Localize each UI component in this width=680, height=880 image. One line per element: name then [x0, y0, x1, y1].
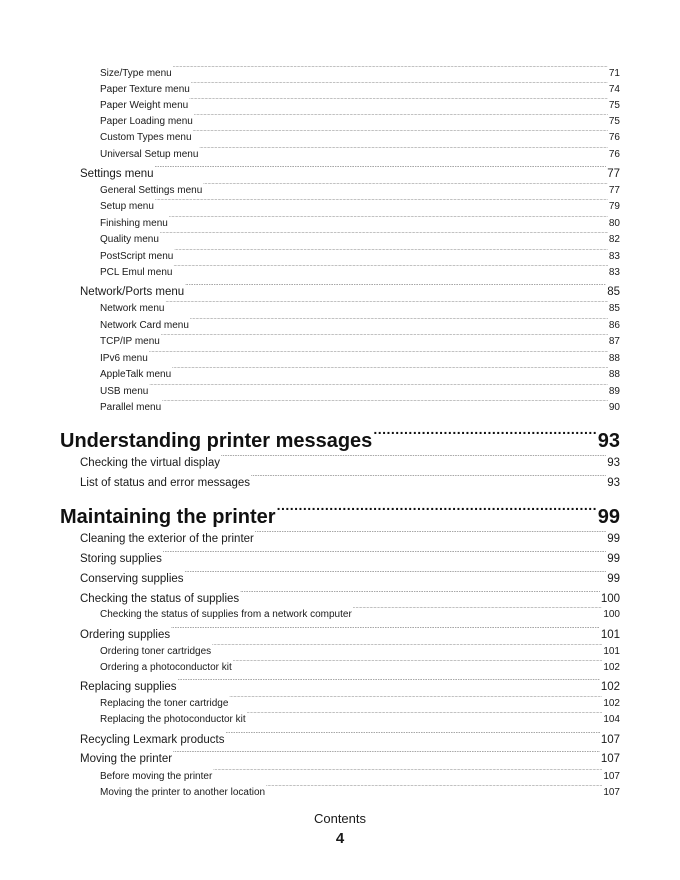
toc-entry-postscript-menu[interactable] [100, 245, 620, 262]
toc-entry-title: Cleaning the exterior of the printer [80, 533, 254, 545]
toc-entry-title: General Settings menu [100, 185, 203, 196]
toc-entry-universal-setup-menu[interactable] [100, 143, 620, 160]
toc-entry-title: Replacing the toner cartridge [100, 698, 229, 709]
dot-leader [233, 656, 603, 670]
toc-chapter-understanding-printer-messages[interactable] [60, 421, 620, 452]
toc-entry-setup-menu[interactable] [100, 195, 620, 212]
toc-entry-checking-virtual-display[interactable] [80, 450, 620, 469]
toc-entry-title: PCL Emul menu [100, 267, 173, 278]
toc-entry-title: Checking the status of supplies from a network computer [100, 609, 352, 620]
toc-chapter-title: Understanding printer messages [60, 430, 373, 452]
toc-entry-title: Moving the printer [80, 753, 173, 765]
dot-leader [247, 708, 603, 722]
toc-entry-page: 99 [607, 533, 620, 545]
toc-entry-page: 86 [608, 320, 620, 331]
dot-leader [213, 765, 602, 779]
toc-entry-recycling-lexmark-products[interactable] [80, 727, 620, 746]
dot-leader [149, 380, 608, 394]
toc-entry-page: 99 [607, 573, 620, 585]
toc-entry-usb-menu[interactable] [100, 380, 620, 397]
toc-entry-page: 87 [608, 336, 620, 347]
footer-section-label: Contents [313, 811, 367, 826]
toc-entry-title: PostScript menu [100, 251, 174, 262]
footer-page-number: 4 [335, 830, 345, 847]
toc-entry-title: Custom Types menu [100, 132, 192, 143]
dot-leader [149, 347, 608, 361]
toc-entry-title: Network Card menu [100, 320, 189, 331]
toc-chapter-title: Maintaining the printer [60, 506, 276, 528]
toc-entry-pcl-emul-menu[interactable] [100, 261, 620, 278]
dot-leader [199, 143, 607, 157]
toc-entry-page: 107 [600, 753, 620, 765]
toc-entry-storing-supplies[interactable] [80, 546, 620, 565]
toc-entry-ordering-photoconductor-kit[interactable] [100, 656, 620, 673]
toc-entry-ordering-toner-cartridges[interactable] [100, 640, 620, 657]
toc-entry-paper-weight-menu[interactable] [100, 94, 620, 111]
toc-entry-size-type-menu[interactable] [100, 62, 620, 79]
toc-entry-title: List of status and error messages [80, 477, 251, 489]
toc-entry-page: 71 [608, 68, 620, 79]
toc-entry-custom-types-menu[interactable] [100, 126, 620, 143]
toc-entry-title: Network/Ports menu [80, 286, 185, 298]
toc-entry-page: 101 [600, 629, 620, 641]
toc-entry-page: 88 [608, 353, 620, 364]
toc-entry-page: 77 [607, 168, 620, 180]
toc-entry-conserving-supplies[interactable] [80, 566, 620, 585]
toc-entry-page: 90 [608, 402, 620, 413]
toc-entry-settings-menu[interactable] [80, 161, 620, 180]
dot-leader [185, 566, 607, 582]
toc-entry-replacing-toner-cartridge[interactable] [100, 692, 620, 709]
toc-entry-page: 102 [603, 698, 620, 709]
dot-leader [161, 330, 608, 344]
toc-entry-page: 77 [608, 185, 620, 196]
dot-leader [277, 497, 597, 523]
toc-entry-page: 83 [608, 251, 620, 262]
toc-entry-page: 80 [608, 218, 620, 229]
toc-entry-title: Paper Loading menu [100, 116, 193, 127]
dot-leader [373, 421, 596, 447]
toc-entry-quality-menu[interactable] [100, 228, 620, 245]
dot-leader [173, 261, 607, 275]
toc-entry-page: 89 [608, 386, 620, 397]
toc-entry-title: AppleTalk menu [100, 369, 172, 380]
toc-entry-page: 75 [608, 116, 620, 127]
toc-entry-network-menu[interactable] [100, 297, 620, 314]
toc-entry-page: 76 [608, 132, 620, 143]
toc-entry-replacing-photoconductor-kit[interactable] [100, 708, 620, 725]
toc-entry-before-moving-printer[interactable] [100, 765, 620, 782]
toc-entry-page: 76 [608, 149, 620, 160]
toc-entry-title: Setup menu [100, 201, 154, 212]
toc-entry-page: 104 [603, 714, 620, 725]
toc-entry-finishing-menu[interactable] [100, 212, 620, 229]
dot-leader [353, 603, 603, 617]
toc-entry-replacing-supplies[interactable] [80, 674, 620, 693]
toc-entry-page: 83 [608, 267, 620, 278]
toc-entry-page: 85 [607, 286, 620, 298]
dot-leader [173, 746, 600, 762]
toc-entry-page: 79 [608, 201, 620, 212]
toc-entry-page: 107 [603, 771, 620, 782]
toc-entry-cleaning-exterior[interactable] [80, 526, 620, 545]
toc-entry-appletalk-menu[interactable] [100, 363, 620, 380]
dot-leader [189, 94, 608, 108]
toc-entry-parallel-menu[interactable] [100, 396, 620, 413]
dot-leader [221, 450, 606, 466]
toc-entry-checking-status-network-computer[interactable] [100, 603, 620, 620]
toc-entry-page: 88 [608, 369, 620, 380]
toc-entry-title: Ordering supplies [80, 629, 171, 641]
toc-entry-network-card-menu[interactable] [100, 314, 620, 331]
toc-entry-network-ports-menu[interactable] [80, 279, 620, 298]
toc-entry-title: Moving the printer to another location [100, 787, 266, 798]
toc-entry-moving-printer-another-location[interactable] [100, 781, 620, 798]
dot-leader [255, 526, 606, 542]
toc-entry-page: 101 [603, 646, 620, 657]
toc-entry-paper-texture-menu[interactable] [100, 78, 620, 95]
toc-entry-page: 82 [608, 234, 620, 245]
dot-leader [212, 640, 602, 654]
toc-entry-moving-the-printer[interactable] [80, 746, 620, 765]
toc-entry-page: 93 [607, 477, 620, 489]
dot-leader [163, 546, 606, 562]
dot-leader [251, 470, 606, 486]
toc-entry-ipv6-menu[interactable] [100, 347, 620, 364]
toc-entry-page: 99 [607, 553, 620, 565]
toc-chapter-page: 99 [597, 506, 620, 528]
toc-entry-page: 85 [608, 303, 620, 314]
dot-leader [225, 727, 599, 743]
toc-entry-title: Before moving the printer [100, 771, 213, 782]
toc-entry-page: 107 [603, 787, 620, 798]
toc-entry-title: Storing supplies [80, 553, 162, 565]
toc-entry-checking-status-supplies[interactable] [80, 586, 620, 605]
toc-entry-title: Settings menu [80, 168, 154, 180]
toc-entry-title: Parallel menu [100, 402, 162, 413]
toc-entry-title: Universal Setup menu [100, 149, 199, 160]
toc-entry-page: 75 [608, 100, 620, 111]
dot-leader [174, 245, 608, 259]
dot-leader [191, 78, 608, 92]
toc-entry-title: Checking the virtual display [80, 457, 220, 469]
toc-entry-title: Recycling Lexmark products [80, 734, 225, 746]
toc-chapter-maintaining-the-printer[interactable] [60, 497, 620, 528]
toc-entry-title: Replacing the photoconductor kit [100, 714, 246, 725]
toc-entry-ordering-supplies[interactable] [80, 622, 620, 641]
toc-entry-tcp-ip-menu[interactable] [100, 330, 620, 347]
toc-entry-title: Ordering a photoconductor kit [100, 662, 232, 673]
toc-entry-title: Checking the status of supplies [80, 593, 240, 605]
dot-leader [162, 396, 608, 410]
toc-entry-title: Paper Texture menu [100, 84, 190, 95]
dot-leader [194, 110, 608, 124]
dot-leader [165, 297, 607, 311]
dot-leader [240, 586, 600, 602]
toc-entry-title: Ordering toner cartridges [100, 646, 212, 657]
toc-entry-page: 100 [603, 609, 620, 620]
toc-entry-paper-loading-menu[interactable] [100, 110, 620, 127]
toc-entry-title: Size/Type menu [100, 68, 172, 79]
toc-entry-page: 107 [600, 734, 620, 746]
dot-leader [172, 363, 608, 377]
toc-entry-page: 100 [600, 593, 620, 605]
toc-entry-title: Quality menu [100, 234, 159, 245]
dot-leader [203, 179, 608, 193]
toc-entry-page: 102 [600, 681, 620, 693]
toc-entry-title: Conserving supplies [80, 573, 184, 585]
toc-entry-title: IPv6 menu [100, 353, 148, 364]
dot-leader [178, 674, 600, 690]
toc-entry-page: 93 [607, 457, 620, 469]
dot-leader [193, 126, 608, 140]
toc-entry-title: Paper Weight menu [100, 100, 189, 111]
toc-entry-list-status-error-messages[interactable] [80, 470, 620, 489]
dot-leader [229, 692, 602, 706]
dot-leader [173, 62, 608, 76]
dot-leader [160, 228, 608, 242]
toc-entry-title: Network menu [100, 303, 165, 314]
dot-leader [185, 279, 606, 295]
toc-entry-title: Replacing supplies [80, 681, 177, 693]
dot-leader [171, 622, 600, 638]
toc-entry-title: Finishing menu [100, 218, 168, 229]
dot-leader [169, 212, 608, 226]
toc-entry-page: 74 [608, 84, 620, 95]
dot-leader [155, 161, 607, 177]
dot-leader [155, 195, 608, 209]
toc-entry-general-settings-menu[interactable] [100, 179, 620, 196]
toc-entry-page: 102 [603, 662, 620, 673]
toc-chapter-page: 93 [597, 430, 620, 452]
toc-entry-title: TCP/IP menu [100, 336, 160, 347]
toc-entry-title: USB menu [100, 386, 149, 397]
dot-leader [266, 781, 602, 795]
dot-leader [190, 314, 608, 328]
